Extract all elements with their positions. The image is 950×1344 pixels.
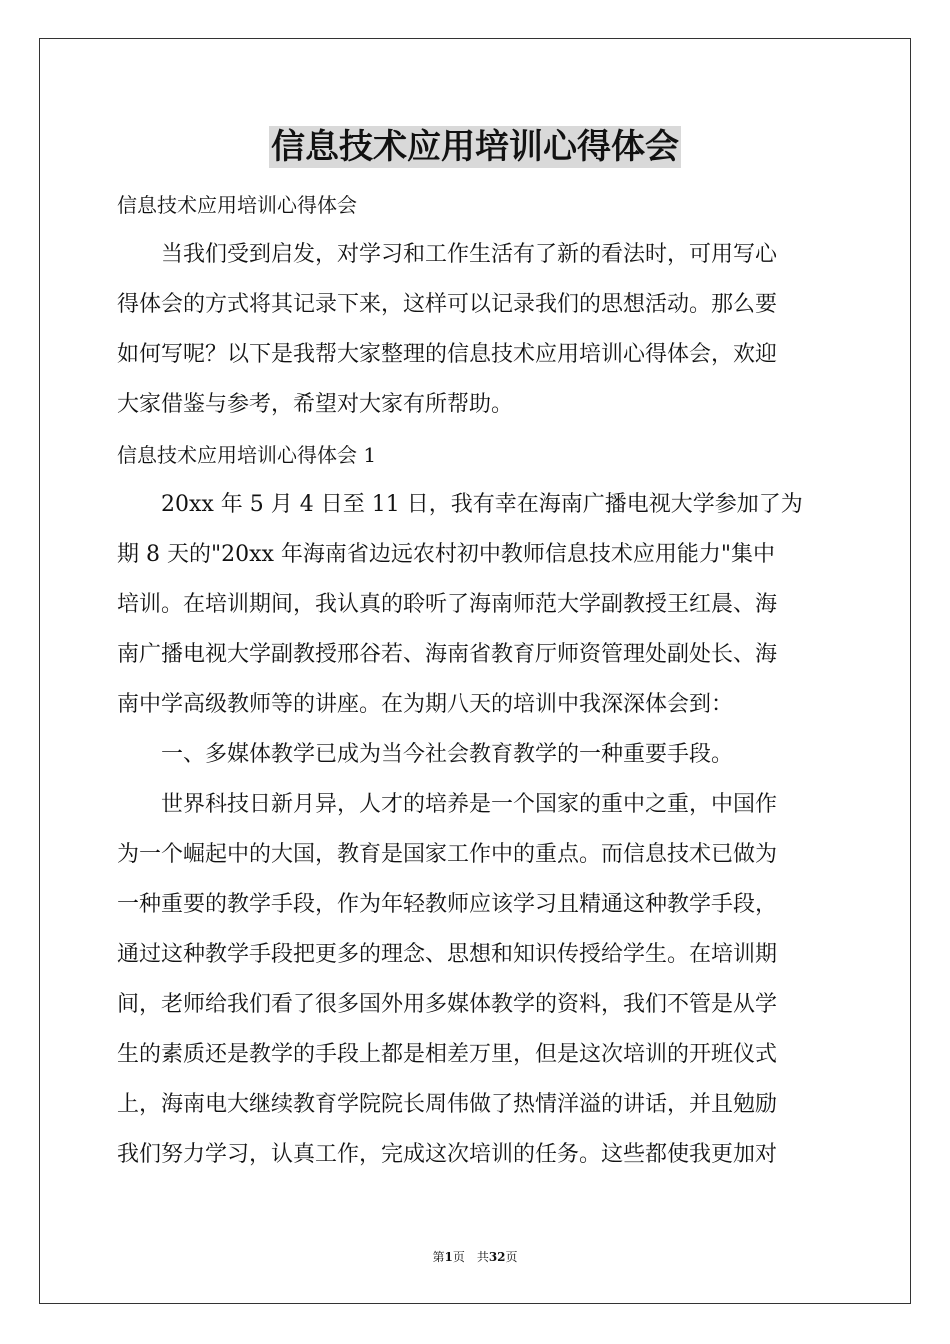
title-wrap bbox=[0, 126, 950, 168]
footer-total-pages: 32 bbox=[488, 1250, 506, 1264]
document-body bbox=[117, 180, 833, 1180]
page-footer bbox=[0, 1248, 950, 1265]
text-line: 培训。在培训期间，我认真的聆听了海南师范大学副教授王红晨、海 bbox=[117, 592, 778, 617]
text-line: 一、多媒体教学已成为当今社会教育教学的一种重要手段。 bbox=[161, 742, 734, 767]
document-title: 信息技术应用培训心得体会 bbox=[271, 127, 679, 167]
section-heading: 信息技术应用培训心得体会 1 bbox=[117, 443, 377, 467]
text-line: 大家借鉴与参考，希望对大家有所帮助。 bbox=[117, 392, 514, 417]
text-line: 通过这种教学手段把更多的理念、思想和知识传授给学生。在培训期 bbox=[117, 942, 778, 967]
text-line: 生的素质还是教学的手段上都是相差万里，但是这次培训的开班仪式 bbox=[117, 1042, 778, 1067]
text-line: 一种重要的教学手段，作为年轻教师应该学习且精通这种教学手段， bbox=[117, 892, 778, 917]
footer-page-mid: 页 共 bbox=[452, 1250, 489, 1264]
text-line: 南中学高级教师等的讲座。在为期八天的培训中我深深体会到： bbox=[117, 692, 734, 717]
text-line: 得体会的方式将其记录下来，这样可以记录我们的思想活动。那么要 bbox=[117, 292, 778, 317]
text-line: 世界科技日新月异，人才的培养是一个国家的重中之重，中国作 bbox=[161, 792, 778, 817]
text-line: 当我们受到启发，对学习和工作生活有了新的看法时，可用写心 bbox=[161, 242, 778, 267]
text-line: 如何写呢？以下是我帮大家整理的信息技术应用培训心得体会，欢迎 bbox=[117, 342, 778, 367]
text-line: 为一个崛起中的大国，教育是国家工作中的重点。而信息技术已做为 bbox=[117, 842, 778, 867]
text-line: 期 8 天的"20xx 年海南省边远农村初中教师信息技术应用能力"集中 bbox=[117, 542, 776, 567]
text-line: 20xx 年 5 月 4 日至 11 日，我有幸在海南广播电视大学参加了为 bbox=[161, 492, 803, 517]
section-heading: 信息技术应用培训心得体会 bbox=[117, 193, 357, 217]
text-line: 我们努力学习，认真工作，完成这次培训的任务。这些都使我更加对 bbox=[117, 1142, 778, 1167]
text-line: 上，海南电大继续教育学院院长周伟做了热情洋溢的讲话，并且勉励 bbox=[117, 1092, 778, 1117]
footer-page-prefix: 第 bbox=[432, 1250, 445, 1264]
footer-page-suffix: 页 bbox=[505, 1250, 518, 1264]
text-line: 间，老师给我们看了很多国外用多媒体教学的资料，我们不管是从学 bbox=[117, 992, 778, 1017]
text-line: 南广播电视大学副教授邢谷若、海南省教育厅师资管理处副处长、海 bbox=[117, 642, 778, 667]
footer-page-number: 1 bbox=[444, 1250, 453, 1264]
